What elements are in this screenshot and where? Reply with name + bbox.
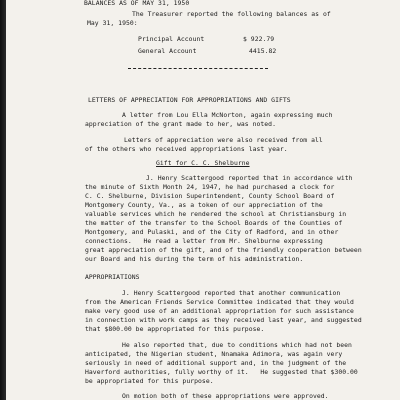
document-page (6, 0, 400, 400)
mcnorton-line-2: appreciation of the grant made to her, was noted. (85, 120, 276, 128)
approp-para1-line: from the American Friends Service Committee indicated that they would (85, 298, 354, 306)
approp-para1-line: make very good use of an additional appropriation for such assistance (85, 307, 354, 315)
gift-line: J. Henry Scattergood reported that in accordance with (146, 174, 353, 182)
mcnorton-line-1: A letter from Lou Ella McNorton, again expressing much (122, 111, 333, 119)
gift-heading: Gift for C. C. Shelburne (156, 159, 250, 167)
approp-para2-line: be appropriated for this purpose. (85, 377, 214, 385)
gift-line: valuable services which he rendered the school at Christiansburg in (85, 210, 347, 218)
principal-account-label: Principal Account (138, 35, 205, 43)
letters-received-line-2: of the others who received appropriations last year. (85, 145, 288, 153)
gift-line: the minute of Sixth Month 24, 1947, he had purchased a clock for (85, 183, 335, 191)
approp-para1-line: that $800.00 be appropriated for this purpose. (85, 325, 265, 333)
gift-line: Montgomery County, Va., as a token of our appreciation of the (85, 201, 323, 209)
gift-line: great appreciation of the gift, and of the friendly cooperation between (85, 246, 362, 254)
gift-line: Montgomery, and Pulaski, and of the City of Radford, and in other (85, 228, 339, 236)
approp-para1-line: J. Henry Scattergood reported that another communication (122, 289, 341, 297)
approp-para2-line: He also reported that, due to conditions which had not been (122, 341, 352, 349)
approp-para2-line: seriously in need of additional support and, in the judgment of the (85, 359, 347, 367)
gift-line: the matter of the transfer to the School Boards of the Counties of (85, 219, 343, 227)
gift-line: our Board and his during the term of his administration. (85, 255, 304, 263)
general-account-label: General Account (138, 47, 197, 55)
treasurer-line-1: The Treasurer reported the following balances as of (132, 10, 331, 18)
gift-line: C. C. Shelburne, Division Superintendent, County School Board of (85, 192, 335, 200)
gift-line: connections. He read a letter from Mr. Shelburne expressing (85, 237, 323, 245)
approp-para1-line: in connection with work camps as they received last year, and suggested (85, 316, 362, 324)
general-account-value: 4415.82 (249, 47, 277, 55)
letters-received-line-1: Letters of appreciation were also received from all (124, 136, 323, 144)
balances-heading: BALANCES AS OF MAY 31, 1950 (84, 0, 190, 7)
approp-para2-line: anticipated, the Nigerian student, Nnamaka Adimora, was again very (85, 350, 343, 358)
treasurer-line-2: May 31, 1950: (87, 19, 138, 27)
motion-line: On motion both of these appropriations were approved. (122, 392, 329, 400)
principal-account-value: $ 922.79 (243, 35, 275, 43)
letters-heading: LETTERS OF APPRECIATION FOR APPROPRIATIONS AND GIFTS (88, 96, 291, 104)
dashed-divider (128, 68, 268, 69)
appropriations-heading: APPROPRIATIONS (85, 273, 140, 281)
approp-para2-line: Haverford authorities, fully worthy of it. He suggested that $300.00 (85, 368, 358, 376)
